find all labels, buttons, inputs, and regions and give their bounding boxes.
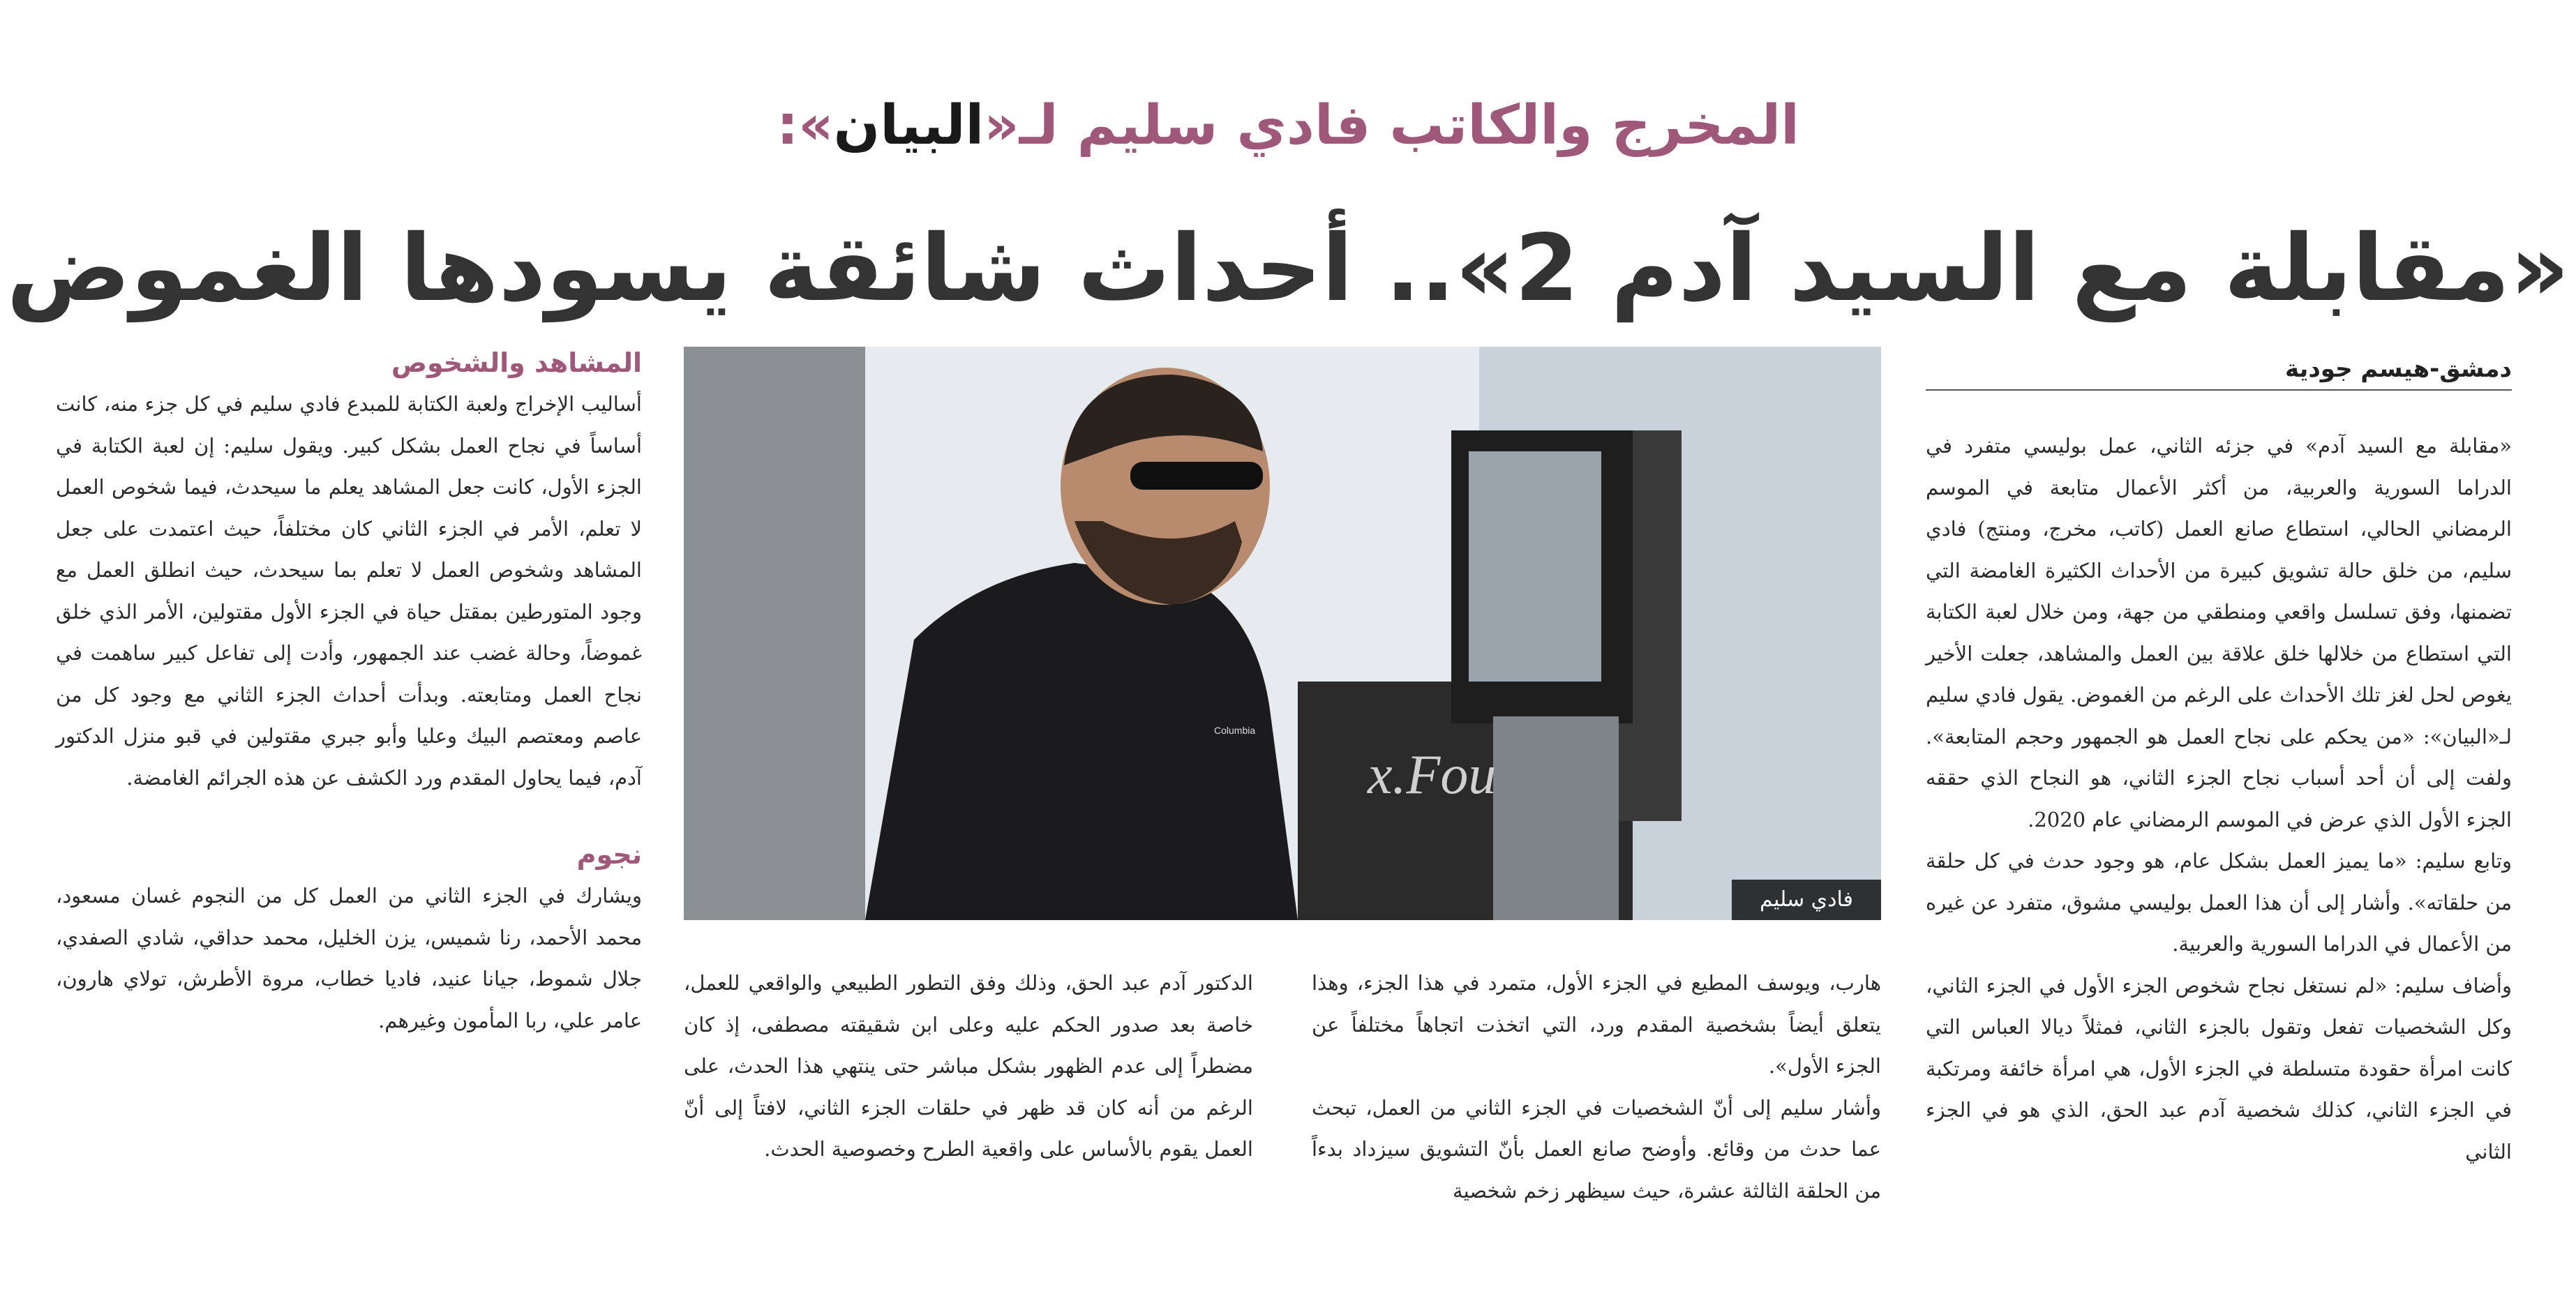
paragraph: وأضاف سليم: «لم نستغل نجاح شخوص الجزء الأول في الجزء الثاني، وكل الشخصيات تفعل وتقول بالجزء الثاني، فمثلاً ديالا العباس التي كانت امرأة حقودة متسلطة في الجزء الأول، هي امرأة خائفة ومرتكبة في الجزء الثاني، كذلك شخصية آدم عبد الحق، الذي هو في الجزء الثاني bbox=[1926, 973, 2512, 1164]
paragraph: وأشار سليم إلى أنّ الشخصيات في الجزء الثاني من العمل، تبحث عما حدث من وقائع. وأوضح صانع العمل بأنّ التشويق سيزداد بدءاً من الحلقة الثالثة عشرة، حيث سيظهر زخم شخصية bbox=[1312, 1095, 1881, 1203]
shirt-logo: Columbia bbox=[1214, 725, 1256, 736]
kicker-text: المخرج والكاتب فادي سليم لـ« bbox=[984, 94, 1799, 157]
paragraph: ويشارك في الجزء الثاني من العمل كل من النجوم غسان مسعود، محمد الأحمد، رنا شميس، يزن الخليل، محمد حداقي، شادي الصفدي، جلال شموط، جيانا عنيد، فاديا خطاب، مروة الأطرش، تولاي هارون، عامر علي، ربا المأمون وغيرهم. bbox=[56, 884, 642, 1032]
byline: دمشق-هيسم جودية bbox=[1926, 349, 2512, 391]
column-mid-right bbox=[1312, 963, 1881, 1212]
column-left bbox=[56, 342, 642, 1041]
paragraph: «مقابلة مع السيد آدم» في جزئه الثاني، عمل بوليسي متفرد في الدراما السورية والعربية، من أكثر الأعمال متابعة في الموسم الرمضاني الحالي، استطاع صانع العمل (كاتب، مخرج، ومنتج) فادي سليم، من خلق حالة تشويق كبيرة من الأحداث الكثيرة الغامضة التي تضمنها، وفق تسلسل واقعي ومنطقي من جهة، ومن خلال لعبة الكتابة التي استطاع من خلالها خلق علاقة بين العمل والمشاهد، جعلت الأخير يغوص لحل لغز تلك الأحداث على الرغم من الغموض. يقول فادي سليم لـ«البيان»: «من يحكم على نجاح العمل هو الجمهور وحجم المتابعة». ولفت إلى أن أحد أسباب نجاح الجزء الثاني، هو النجاح الذي حققه الجزء الأول الذي عرض في الموسم الرمضاني عام 2020. bbox=[1926, 434, 2512, 832]
photo-illustration bbox=[684, 347, 1881, 920]
paragraph: أساليب الإخراج ولعبة الكتابة للمبدع فادي سليم في كل جزء منه، كانت أساساً في نجاح العمل بشكل كبير. ويقول سليم: إن لعبة الكتابة في الجزء الأول، كانت جعل المشاهد يعلم ما سيحدث، فيما شخوص العمل لا تعلم، الأمر في الجزء الثاني كان مختلفاً، حيث اعتمدت على جعل المشاهد وشخوص العمل لا تعلم بما سيحدث، حيث انطلق العمل مع وجود المتورطين بمقتل حياة في الجزء الأول مقتولين، الأمر الذي خلق غموضاً، وحالة غضب عند الجمهور، وأدت إلى تفاعل كبير ساهمت في نجاح العمل ومتابعته. وبدأت أحداث الجزء الثاني مع وجود كل من عاصم ومعتصم البيك وعليا وأبو جبري مقتولين في قبو منزل الدكتور آدم، فيما يحاول المقدم ورد الكشف عن هذه الجرائم الغامضة. bbox=[56, 392, 642, 790]
paragraph: الدكتور آدم عبد الحق، وذلك وفق التطور الطبيعي والواقعي للعمل، خاصة بعد صدور الحكم عليه وعلى ابن شقيقته مصطفى، إذ كان مضطراً إلى عدم الظهور بشكل مباشر حتى ينتهي هذا الحدث، على الرغم من أنه كان قد ظهر في حلقات الجزء الثاني، لافتاً إلى أنّ العمل يقوم بالأساس على واقعية الطرح وخصوصية الحدث. bbox=[684, 971, 1253, 1161]
subheading: المشاهد والشخوص bbox=[391, 347, 642, 378]
background-sign-text: x.Fou bbox=[1368, 744, 1497, 806]
subheading: نجوم bbox=[576, 839, 642, 870]
article-photo bbox=[684, 347, 1881, 920]
kicker-end: »: bbox=[777, 94, 834, 157]
column-right bbox=[1926, 426, 2512, 1173]
paragraph: وتابع سليم: «ما يميز العمل بشكل عام، هو وجود حدث في كل حلقة من حلقاته». وأشار إلى أن هذا العمل بوليسي مشوق، متفرد عن غيره من الأعمال في الدراما السورية والعربية. bbox=[1926, 849, 2512, 956]
column-mid-left bbox=[684, 963, 1253, 1171]
photo-caption: فادي سليم bbox=[1732, 880, 1881, 920]
paragraph: هارب، ويوسف المطيع في الجزء الأول، متمرد في هذا الجزء، وهذا يتعلق أيضاً بشخصية المقدم ورد، التي اتخذت اتجاهاً مختلفاً عن الجزء الأول». bbox=[1312, 971, 1881, 1078]
kicker bbox=[0, 91, 2576, 160]
headline: «مقابلة مع السيد آدم 2».. أحداث شائقة يسودها الغموض bbox=[6, 215, 2570, 322]
brand-name: البيان bbox=[833, 94, 984, 157]
